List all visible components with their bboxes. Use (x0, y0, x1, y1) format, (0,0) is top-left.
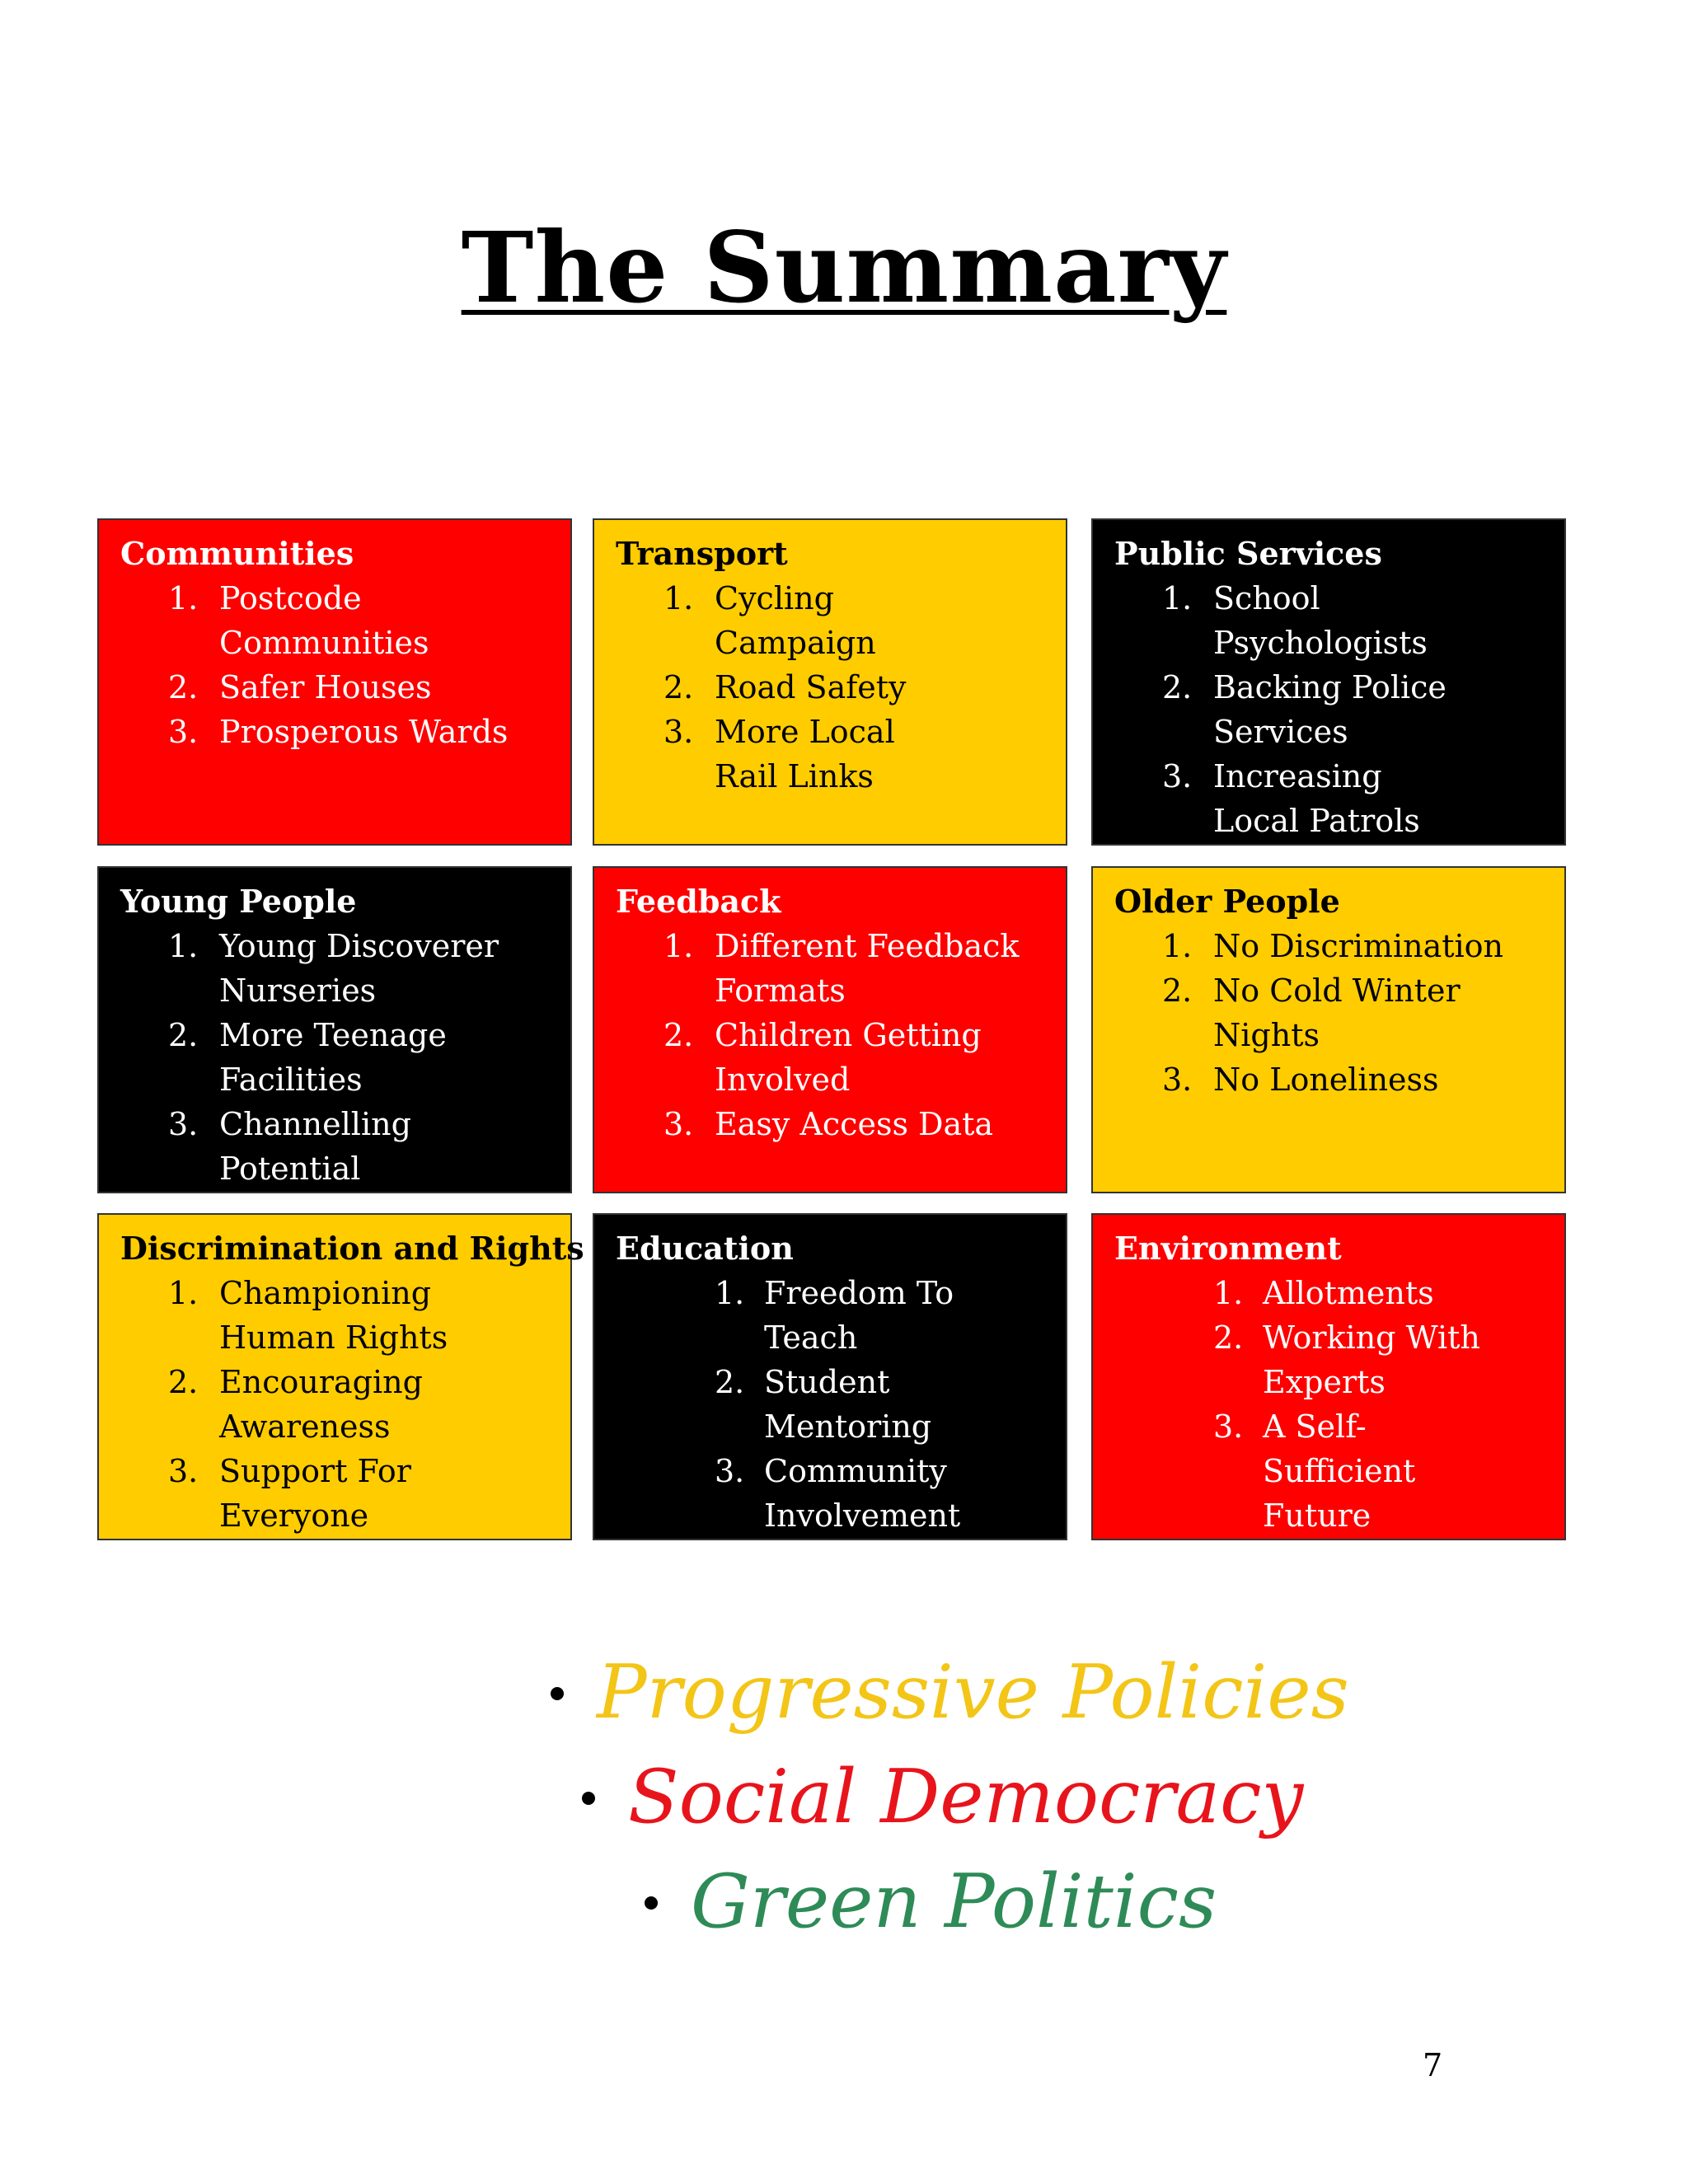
item-text: Different Feedback Formats (715, 928, 1020, 1009)
item-text: Postcode Communities (219, 580, 429, 661)
item-text: Cycling Campaign (715, 580, 876, 661)
item-list (120, 576, 549, 754)
list-item (616, 1013, 1044, 1102)
bullet-social-democracy (582, 1745, 1303, 1850)
page-number: 7 (1423, 2047, 1443, 2083)
item-text: Channelling Potential (219, 1106, 411, 1187)
bullet-text: Social Democracy (628, 1754, 1304, 1840)
item-text: Student Mentoring (764, 1364, 932, 1445)
item-list (1114, 924, 1543, 1102)
item-number: 2. (1162, 669, 1193, 705)
box-discrimination-and-rights (97, 1213, 584, 1540)
item-number: 1. (168, 580, 199, 616)
item-number: 1. (168, 928, 199, 964)
box-title: Communities (120, 535, 354, 572)
item-number: 3. (663, 714, 694, 750)
box-title: Discrimination and Rights (120, 1230, 584, 1267)
item-text: Support For Everyone (219, 1453, 411, 1534)
list-item (616, 665, 1044, 710)
box-title: Young People (120, 883, 357, 920)
item-number: 3. (1162, 1062, 1193, 1098)
list-item (616, 576, 1044, 665)
item-number: 2. (168, 1017, 199, 1053)
page-title: The Summary (461, 210, 1227, 325)
item-number: 1. (715, 1275, 745, 1311)
item-text: No Cold Winter Nights (1213, 972, 1461, 1053)
item-text: Easy Access Data (715, 1106, 994, 1142)
bullet-dot-icon (582, 1792, 595, 1805)
list-item (120, 576, 549, 665)
item-number: 2. (1162, 972, 1193, 1009)
item-text: Working With Experts (1263, 1319, 1480, 1400)
item-text: Freedom To Teach (764, 1275, 954, 1356)
list-item (616, 1271, 1044, 1360)
item-list (616, 1271, 1044, 1538)
item-text: Encouraging Awareness (219, 1364, 423, 1445)
list-item (1114, 1404, 1543, 1538)
box-older-people (1091, 866, 1566, 1193)
item-text: Championing Human Rights (219, 1275, 448, 1356)
item-text: More Teenage Facilities (219, 1017, 447, 1098)
item-text: A Self-Sufficient Future (1263, 1408, 1416, 1534)
list-item (120, 1013, 549, 1102)
list-item (120, 665, 549, 710)
box-transport (593, 518, 1067, 846)
item-number: 1. (168, 1275, 199, 1311)
item-number: 3. (1213, 1408, 1244, 1445)
list-item (120, 1360, 549, 1449)
list-item (1114, 924, 1543, 968)
bullet-text: Progressive Policies (597, 1649, 1349, 1736)
list-item (1114, 968, 1543, 1057)
box-title: Feedback (616, 883, 781, 920)
box-public-services (1091, 518, 1566, 846)
item-text: School Psychologists (1213, 580, 1428, 661)
item-number: 3. (168, 714, 199, 750)
list-item (616, 1449, 1044, 1538)
item-list (120, 1271, 549, 1538)
list-item (120, 1102, 549, 1191)
item-list (120, 924, 549, 1191)
list-item (1114, 576, 1543, 665)
item-number: 2. (168, 669, 199, 705)
item-number: 2. (715, 1364, 745, 1400)
box-title: Older People (1114, 883, 1340, 920)
box-title: Education (616, 1230, 794, 1267)
item-number: 3. (1162, 758, 1193, 794)
box-young-people (97, 866, 572, 1193)
item-text: Increasing Local Patrols (1213, 758, 1420, 839)
summary-grid (97, 518, 1568, 1540)
item-list (616, 924, 1044, 1146)
bullet-dot-icon (551, 1687, 564, 1700)
item-number: 2. (663, 1017, 694, 1053)
list-item (120, 1271, 549, 1360)
item-text: Safer Houses (219, 669, 432, 705)
item-list (1114, 1271, 1543, 1538)
list-item (616, 1102, 1044, 1146)
item-number: 1. (1162, 928, 1193, 964)
item-text: No Loneliness (1213, 1062, 1439, 1098)
item-number: 1. (663, 580, 694, 616)
item-number: 2. (663, 669, 694, 705)
box-education (593, 1213, 1067, 1540)
list-item (616, 1360, 1044, 1449)
bullet-text: Green Politics (691, 1858, 1217, 1945)
item-text: Children Getting Involved (715, 1017, 982, 1098)
box-title: Public Services (1114, 535, 1382, 572)
list-item (1114, 754, 1543, 843)
item-list (616, 576, 1044, 799)
box-title: Environment (1114, 1230, 1342, 1267)
box-environment (1091, 1213, 1566, 1540)
list-item (120, 1449, 549, 1538)
item-text: No Discrimination (1213, 928, 1504, 964)
item-number: 3. (663, 1106, 694, 1142)
item-number: 1. (663, 928, 694, 964)
item-number: 2. (1213, 1319, 1244, 1356)
item-text: Young Discoverer Nurseries (219, 928, 499, 1009)
list-item (120, 710, 549, 754)
bullet-progressive-policies (551, 1640, 1349, 1746)
item-number: 3. (715, 1453, 745, 1489)
item-text: Road Safety (715, 669, 907, 705)
item-text: Backing Police Services (1213, 669, 1447, 750)
item-text: Prosperous Wards (219, 714, 509, 750)
item-text: Allotments (1263, 1275, 1434, 1311)
list-item (1114, 1271, 1543, 1315)
list-item (1114, 1057, 1543, 1102)
bullet-green-politics (645, 1849, 1217, 1955)
box-feedback (593, 866, 1067, 1193)
list-item (616, 924, 1044, 1013)
item-number: 1. (1213, 1275, 1244, 1311)
list-item (120, 924, 549, 1013)
item-list (1114, 576, 1543, 843)
item-text: Community Involvement (764, 1453, 961, 1534)
bullet-dot-icon (645, 1896, 658, 1910)
box-title: Transport (616, 535, 788, 572)
item-number: 3. (168, 1453, 199, 1489)
list-item (1114, 665, 1543, 754)
item-text: More Local Rail Links (715, 714, 895, 794)
item-number: 2. (168, 1364, 199, 1400)
item-number: 1. (1162, 580, 1193, 616)
list-item (616, 710, 1044, 799)
item-number: 3. (168, 1106, 199, 1142)
list-item (1114, 1315, 1543, 1404)
box-communities (97, 518, 572, 846)
